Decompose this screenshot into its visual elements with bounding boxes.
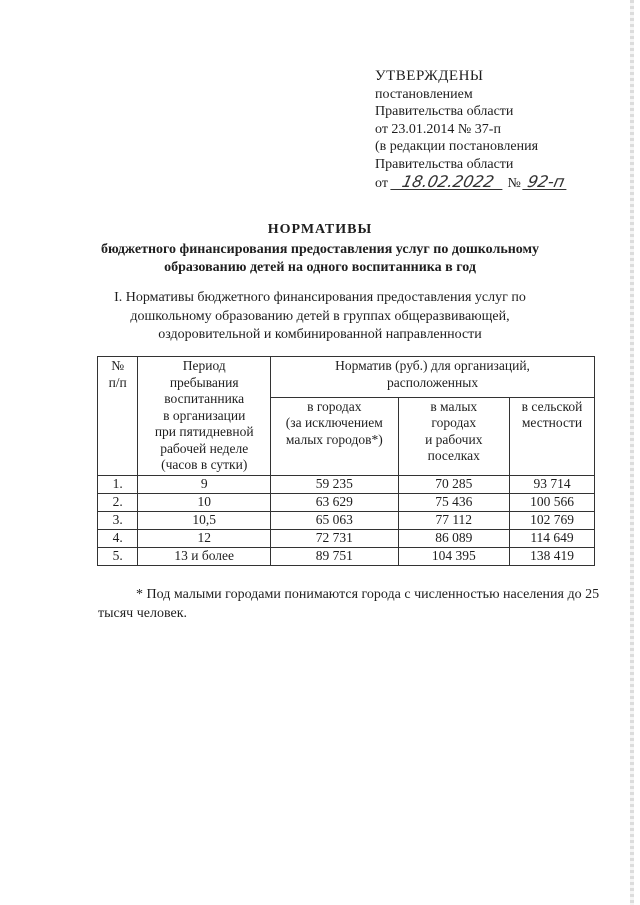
table-row xyxy=(98,547,595,565)
handwritten-date: 18.02.2022 xyxy=(390,174,505,190)
scan-edge xyxy=(630,0,634,905)
norms-table xyxy=(97,356,595,566)
sign-prefix: от xyxy=(375,175,388,191)
document-subtitle: бюджетного финансирования предоставления услуг по дошкольному образованию детей на одного воспитанника в год xyxy=(100,242,540,275)
table-row xyxy=(98,493,595,511)
handwritten-number: 92-п xyxy=(522,174,569,190)
cell-period: 10 xyxy=(138,493,271,511)
cell-cities: 59 235 xyxy=(271,475,398,493)
section-title: I. Нормативы бюджетного финансирования предоставления услуг по дошкольному образованию детей в группах общеразвивающей, оздоровительной и комбинированной направленности xyxy=(114,290,526,342)
table-row xyxy=(98,475,595,493)
cell-rural: 138 419 xyxy=(510,547,595,565)
cell-period: 9 xyxy=(138,475,271,493)
cell-period: 12 xyxy=(138,529,271,547)
cell-rural: 102 769 xyxy=(510,511,595,529)
cell-period: 10,5 xyxy=(138,511,271,529)
header-rural: в сельской местности xyxy=(510,397,595,475)
header-small-towns: в малых городах и рабочих поселках xyxy=(398,397,510,475)
cell-number: 1. xyxy=(98,475,138,493)
approval-line: Правительства области xyxy=(375,104,514,120)
approval-heading: УТВЕРЖДЕНЫ xyxy=(375,68,484,84)
cell-small-towns: 75 436 xyxy=(398,493,510,511)
number-sign: № xyxy=(507,175,521,191)
approval-block xyxy=(375,68,568,192)
cell-small-towns: 77 112 xyxy=(398,511,510,529)
cell-small-towns: 86 089 xyxy=(398,529,510,547)
approval-line: от 23.01.2014 № 37-п xyxy=(375,121,501,137)
cell-small-towns: 70 285 xyxy=(398,475,510,493)
cell-rural: 100 566 xyxy=(510,493,595,511)
approval-line: постановлением xyxy=(375,86,473,102)
cell-rural: 93 714 xyxy=(510,475,595,493)
cell-number: 3. xyxy=(98,511,138,529)
document-title: НОРМАТИВЫ xyxy=(267,222,373,237)
approval-line: (в редакции постановления xyxy=(375,139,539,155)
approval-line: Правительства области xyxy=(375,156,514,172)
cell-rural: 114 649 xyxy=(510,529,595,547)
cell-small-towns: 104 395 xyxy=(398,547,510,565)
cell-cities: 89 751 xyxy=(271,547,398,565)
cell-number: 5. xyxy=(98,547,138,565)
header-period: Период пребывания воспитанника в организации при пятидневной рабочей неделе (часов в сутки) xyxy=(138,357,271,476)
cell-cities: 72 731 xyxy=(271,529,398,547)
cell-number: 2. xyxy=(98,493,138,511)
header-cities: в городах (за исключением малых городов*) xyxy=(271,397,398,475)
signature-line xyxy=(375,171,568,193)
table-row xyxy=(98,511,595,529)
table-row xyxy=(98,529,595,547)
cell-cities: 65 063 xyxy=(271,511,398,529)
header-norm-group: Норматив (руб.) для организаций, расположенных xyxy=(271,357,595,398)
footnote: * Под малыми городами понимаются города с численностью населения до 25 тысяч человек. xyxy=(98,587,600,621)
cell-number: 4. xyxy=(98,529,138,547)
cell-period: 13 и более xyxy=(138,547,271,565)
cell-cities: 63 629 xyxy=(271,493,398,511)
header-number: № п/п xyxy=(98,357,138,476)
